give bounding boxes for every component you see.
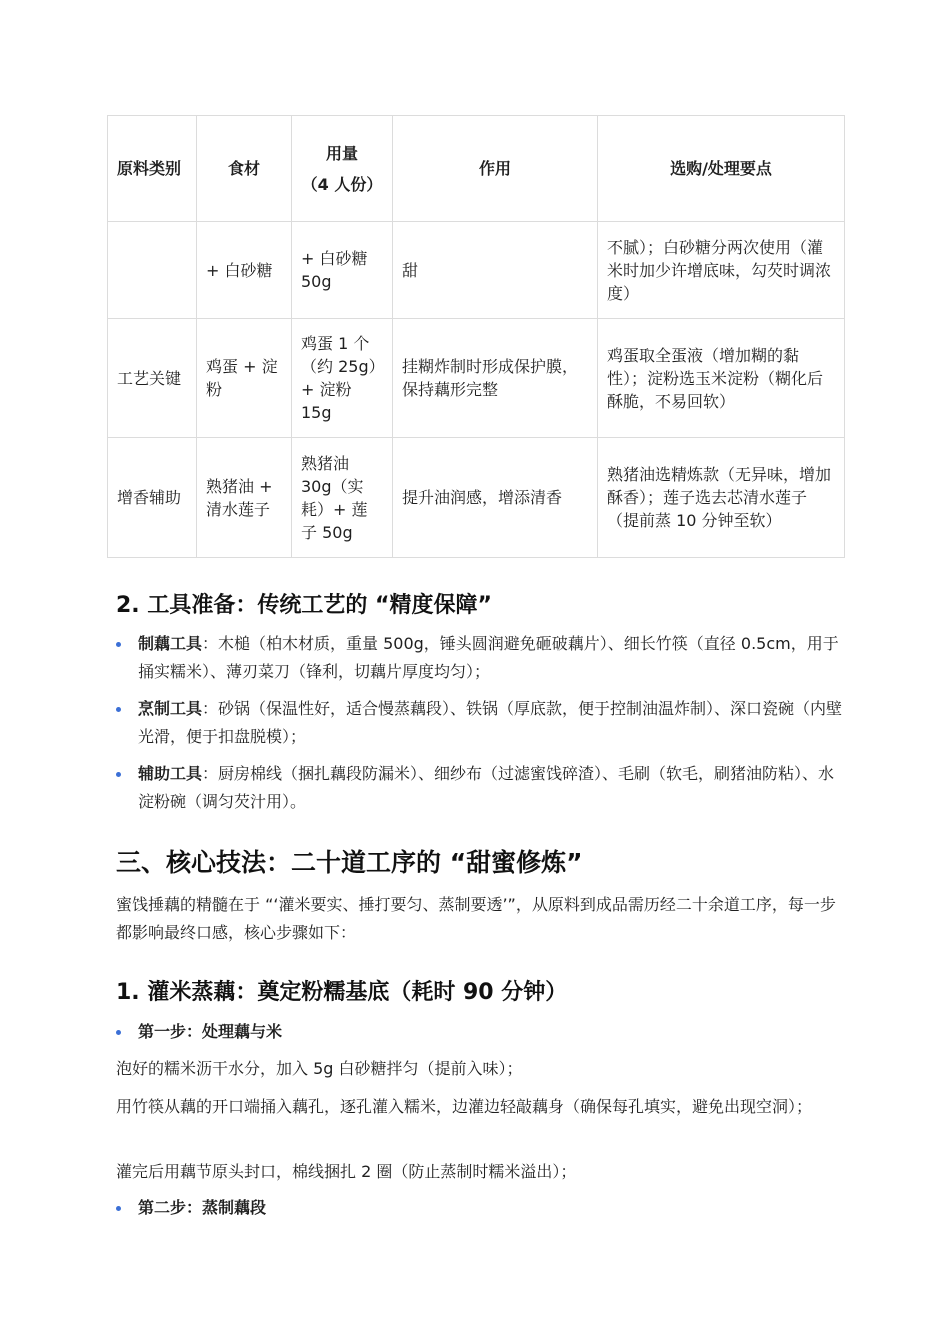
ingredient-table [107, 115, 845, 558]
header-function: 作用 [393, 116, 598, 222]
list-item [116, 630, 846, 686]
bullet-icon [116, 1030, 121, 1035]
bullet-icon [116, 642, 121, 647]
tool-text: ：砂锅（保温性好，适合慢蒸藕段）、铁锅（厚底款，便于控制油温炸制）、深口瓷碗（内壁光滑，便于扣盘脱模）； [138, 699, 843, 746]
bullet-icon [116, 772, 121, 777]
tool-label: 烹制工具 [138, 699, 203, 718]
step-paragraph: 用竹筷从藕的开口端捅入藕孔，逐孔灌入糯米，边灌边轻敲藕身（确保每孔填实，避免出现空洞）； [116, 1097, 813, 1116]
tool-text: ：厨房棉线（捆扎藕段防漏米）、细纱布（过滤蜜饯碎渣）、毛刷（软毛，刷猪油防粘）、水淀粉碗（调匀芡汁用）。 [138, 764, 835, 811]
cell-tips: 不腻）；白砂糖分两次使用（灌米时加少许增底味，勾芡时调浓度） [598, 222, 845, 319]
cell-function: 挂糊炸制时形成保护膜，保持藕形完整 [393, 319, 598, 438]
cell-amount: + 白砂糖 50g [292, 222, 393, 319]
cell-function: 甜 [393, 222, 598, 319]
list-item [116, 695, 846, 751]
cell-category [108, 222, 197, 319]
tool-label: 辅助工具 [138, 764, 203, 783]
cell-ingredient: + 白砂糖 [197, 222, 292, 319]
step-b-text: 第二步：蒸制藕段 [138, 1198, 267, 1217]
cell-category: 增香辅助 [108, 438, 197, 558]
list-item [116, 760, 846, 816]
cell-ingredient: 熟猪油 + 清水莲子 [197, 438, 292, 558]
tools-list [116, 630, 846, 825]
bullet-icon [116, 1206, 121, 1211]
core-heading: 三、核心技法：二十道工序的 “甜蜜修炼” [116, 848, 583, 877]
cell-amount: 熟猪油 30g（实耗）+ 莲子 50g [292, 438, 393, 558]
header-amount-title: 用量 [325, 143, 358, 163]
cell-tips: 熟猪油选精炼款（无异味，增加酥香）；莲子选去芯清水莲子（提前蒸 10 分钟至软） [598, 438, 845, 558]
tools-heading: 2. 工具准备：传统工艺的 “精度保障” [116, 593, 492, 618]
tool-label: 制藕工具 [138, 634, 203, 653]
tool-text: ：木槌（柏木材质，重量 500g，锤头圆润避免砸破藕片）、细长竹筷（直径 0.5cm，用于捅实糯米）、薄刃菜刀（锋利，切藕片厚度均匀）； [138, 634, 839, 681]
bullet-icon [116, 707, 121, 712]
cell-tips: 鸡蛋取全蛋液（增加糊的黏性）；淀粉选玉米淀粉（糊化后酥脆，不易回软） [598, 319, 845, 438]
cell-category: 工艺关键 [108, 319, 197, 438]
table-row [108, 319, 845, 438]
step-a-label [116, 1020, 282, 1044]
cell-ingredient: 鸡蛋 + 淀粉 [197, 319, 292, 438]
table-header-row [108, 116, 845, 222]
header-ingredient: 食材 [197, 116, 292, 222]
core-intro: 蜜饯捶藕的精髓在于 “‘灌米要实、捶打要匀、蒸制要透’”，从原料到成品需历经二十余道工序，每一步都影响最终口感，核心步骤如下： [116, 895, 836, 942]
header-category: 原料类别 [108, 116, 197, 222]
table-row [108, 438, 845, 558]
step-b-label [116, 1196, 266, 1220]
cell-function: 提升油润感，增添清香 [393, 438, 598, 558]
step1-heading: 1. 灌米蒸藕：奠定粉糯基底（耗时 90 分钟） [116, 980, 568, 1005]
table-row [108, 222, 845, 319]
header-amount-sub: （4 人份） [301, 174, 383, 194]
step-a-text: 第一步：处理藕与米 [138, 1022, 283, 1041]
cell-amount: 鸡蛋 1 个（约 25g）+ 淀粉 15g [292, 319, 393, 438]
step-paragraph: 灌完后用藕节原头封口，棉线捆扎 2 圈（防止蒸制时糯米溢出）； [116, 1162, 577, 1181]
step-paragraph: 泡好的糯米沥干水分，加入 5g 白砂糖拌匀（提前入味）； [116, 1059, 523, 1078]
header-tips: 选购/处理要点 [598, 116, 845, 222]
header-amount [292, 116, 393, 222]
